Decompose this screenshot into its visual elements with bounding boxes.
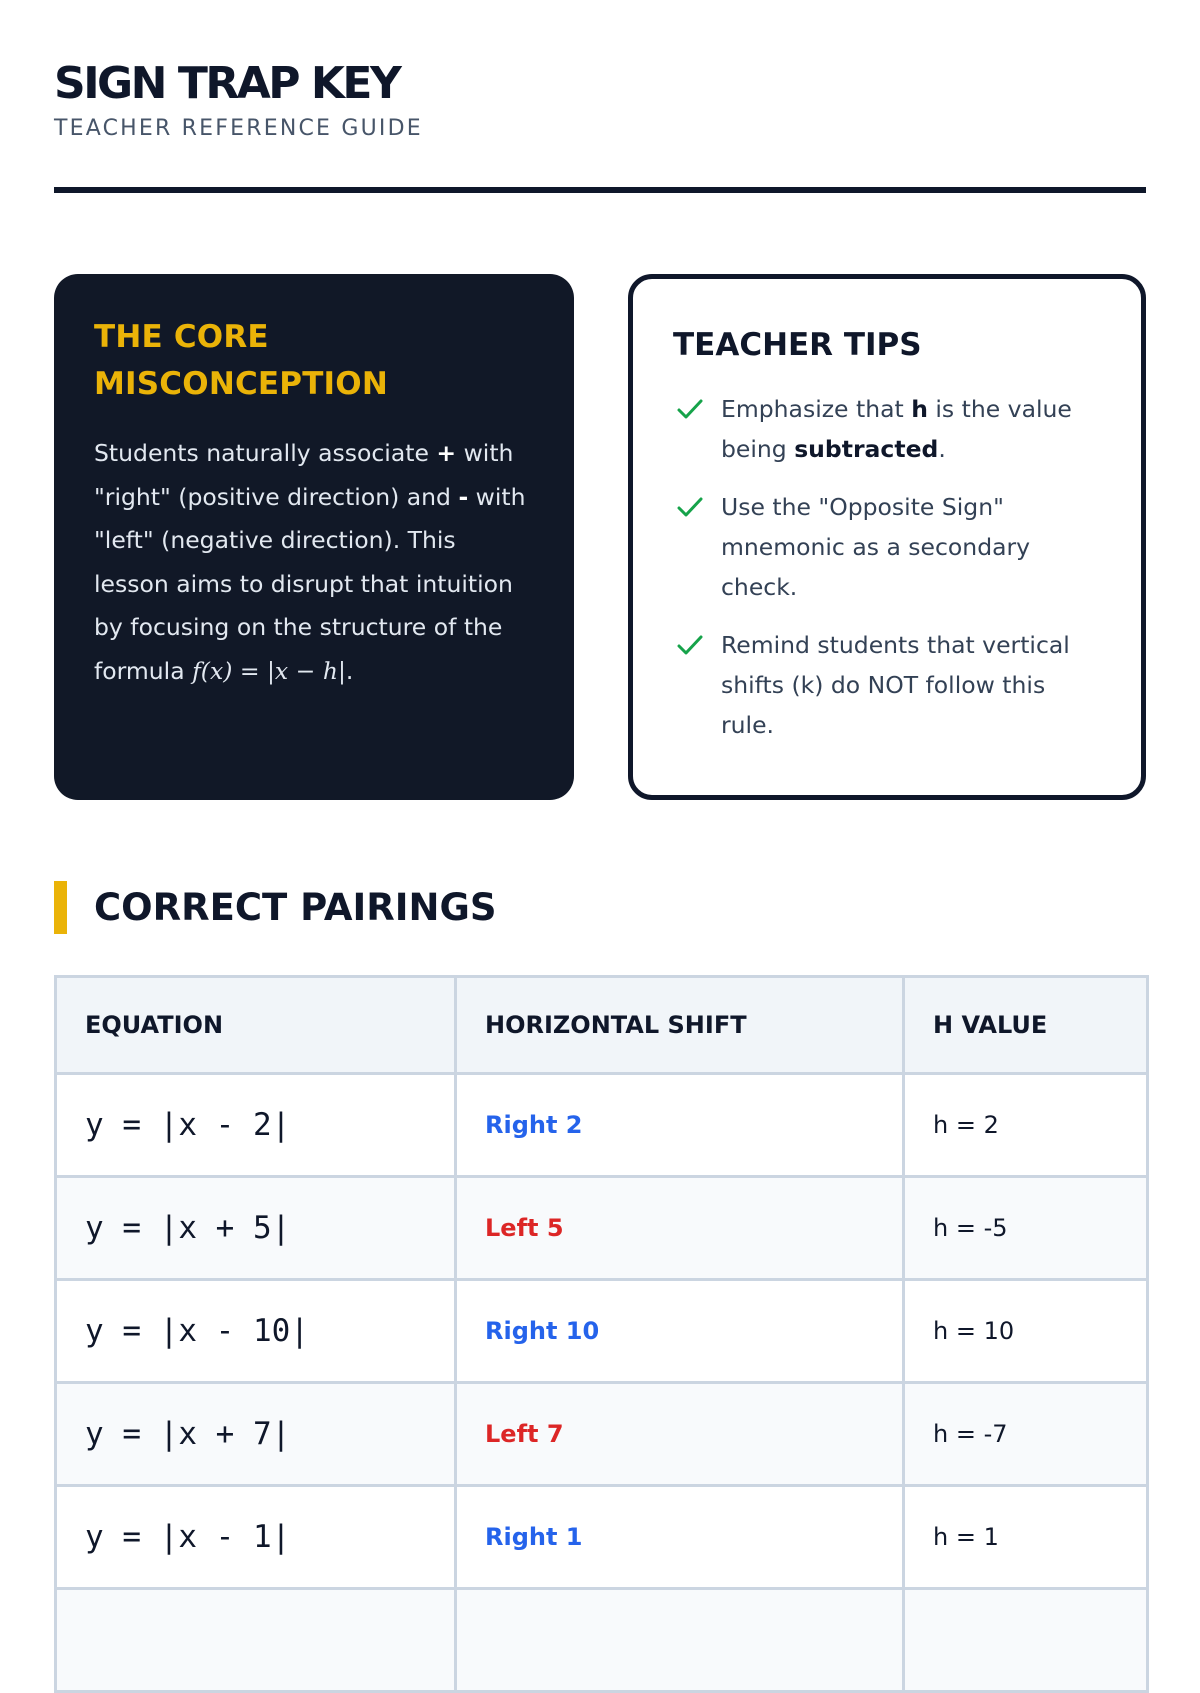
shift-cell: Left 7 [456,1383,904,1486]
tip-item [673,389,1101,469]
misconception-heading: THE CORE MISCONCEPTION [94,319,388,402]
equation-cell: y = |x + 7| [56,1383,456,1486]
equation-cell: y = |x - 10| [56,1280,456,1383]
table-row [56,1074,1148,1177]
section-title: CORRECT PAIRINGS [94,886,497,929]
teacher-tips-card [628,274,1146,800]
tip-bold-subtracted: subtracted [794,435,939,463]
table-row [56,1486,1148,1589]
equation-cell: y = |x - 1| [56,1486,456,1589]
pairings-table-wrapper [54,975,1146,1693]
pairings-table [54,975,1149,1693]
tip-text-e: . [938,435,946,463]
column-header-h-value: H VALUE [904,977,1148,1074]
formula: f(x) = |x − h| [192,656,346,685]
shift-cell: Right 10 [456,1280,904,1383]
tip-text: Remind students that vertical shifts (k) do NOT follow this rule. [721,631,1070,739]
table-row [56,1589,1148,1692]
table-row [56,1383,1148,1486]
check-icon [675,631,705,659]
table-header-row [56,977,1148,1074]
h-value-cell: h = -7 [904,1383,1148,1486]
misconception-text-part-1: Students naturally associate [94,439,437,467]
h-value-cell-partial [904,1589,1148,1692]
equation-cell: y = |x - 2| [56,1074,456,1177]
column-header-horizontal-shift: HORIZONTAL SHIFT [456,977,904,1074]
tip-bold-h: h [911,395,928,423]
tip-text-c: is the value being [721,395,1072,463]
shift-cell: Left 5 [456,1177,904,1280]
misconception-text-part-2: with "right" (positive direction) and [94,439,514,511]
h-value-cell: h = 10 [904,1280,1148,1383]
tip-item [673,625,1101,745]
equation-cell: y = |x + 5| [56,1177,456,1280]
tip-item [673,487,1101,607]
misconception-text [94,432,534,693]
misconception-card [54,274,574,800]
column-header-equation: EQUATION [56,977,456,1074]
check-icon [675,395,705,423]
tip-text-a: Emphasize that [721,395,912,423]
shift-cell: Right 2 [456,1074,904,1177]
page-title: SIGN TRAP KEY [54,58,400,109]
shift-cell-partial [456,1589,904,1692]
equation-cell-partial [56,1589,456,1692]
table-row [56,1177,1148,1280]
page-subtitle: TEACHER REFERENCE GUIDE [54,116,423,141]
h-value-cell: h = 2 [904,1074,1148,1177]
table-row [56,1280,1148,1383]
misconception-period: . [345,656,354,685]
check-icon [675,493,705,521]
minus-symbol: - [458,482,469,511]
h-value-cell: h = -5 [904,1177,1148,1280]
title-divider [54,187,1146,193]
tip-text: Use the "Opposite Sign" mnemonic as a secondary check. [721,493,1031,601]
plus-symbol: + [436,439,457,467]
shift-cell: Right 1 [456,1486,904,1589]
h-value-cell: h = 1 [904,1486,1148,1589]
teacher-tips-heading: TEACHER TIPS [673,327,922,363]
teacher-tips-list [673,389,1101,745]
section-accent-bar [54,881,67,934]
misconception-text-part-3: with "left" (negative direction). This lesson aims to disrupt that intuition by focusing on the structure of the formula [94,482,526,685]
